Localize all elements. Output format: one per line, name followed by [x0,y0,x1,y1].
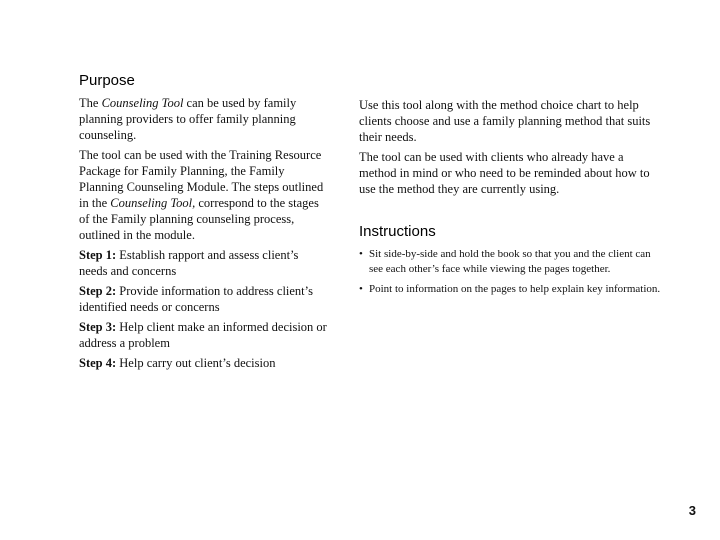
instructions-heading: Instructions [359,223,436,240]
instructions-list [359,247,664,302]
instruction-item-2: • Point to information on the pages to help explain key information. [359,282,664,297]
purpose-p1-title: Counseling Tool [101,96,184,110]
step-2-label: Step 2: [79,284,117,298]
purpose-p1-suffix: can be used by family planning providers to offer family planning counseling. [79,96,297,142]
page-number: 3 [688,503,696,518]
step-2-text: Provide information to address client’s identified needs or concerns [79,284,313,314]
purpose-p2-suffix: correspond to the stages of the Family planning counseling process, outlined in the module. [79,196,319,242]
purpose-p2-prefix: The tool can be used with the Training Resource Package for Family Planning, the Family Planning Counseling Module. The steps outlined in the [79,148,324,210]
purpose-heading: Purpose [79,72,135,89]
step-1-label: Step 1: [79,248,117,262]
purpose-paragraph-1 [79,95,329,143]
step-1 [79,247,329,279]
step-2 [79,283,329,315]
right-paragraph-1: Use this tool along with the method choice chart to help clients choose and use a family planning method that suits their needs. [359,98,651,144]
purpose-p2-title: Counseling Tool, [110,196,196,210]
purpose-paragraph-2 [79,147,329,243]
step-3-text: Help client make an informed decision or address a problem [79,320,327,350]
right-paragraph-2: The tool can be used with clients who already have a method in mind or who need to be reminded about how to use the method they are currently using. [359,150,650,196]
step-4-label: Step 4: [79,356,117,370]
purpose-column [79,95,329,375]
step-4-text: Help carry out client’s decision [116,356,276,370]
step-1-text: Establish rapport and assess client’s needs and concerns [79,248,299,278]
step-3 [79,319,329,351]
step-3-label: Step 3: [79,320,117,334]
right-column [359,97,664,201]
step-4 [79,355,329,371]
purpose-p1-prefix: The [79,96,102,110]
instruction-item-1: • Sit side-by-side and hold the book so that you and the client can see each other’s face while viewing the pages together. [359,247,664,277]
